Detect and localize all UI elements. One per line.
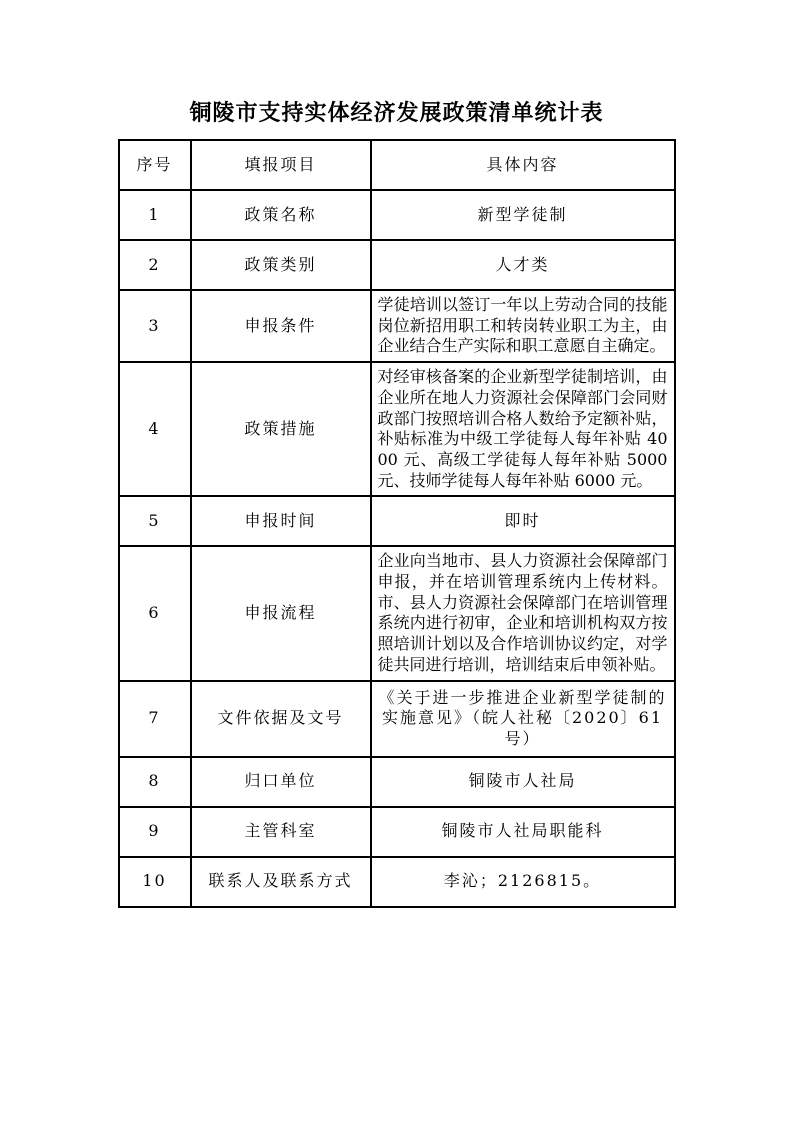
item-name-cell: 主管科室 — [191, 807, 371, 857]
policy-table-body — [119, 190, 675, 907]
header-cell-item: 填报项目 — [191, 140, 371, 190]
table-row — [119, 857, 675, 907]
content-cell: 对经审核备案的企业新型学徒制培训，由企业所在地人力资源社会保障部门会同财政部门按照培训合格人数给予定额补贴，补贴标准为中级工学徒每人每年补贴 4000 元、高级工学徒每人每年补贴 5000 元、技师学徒每人每年补贴 6000 元。 — [371, 362, 675, 496]
row-number-cell: 10 — [119, 857, 191, 907]
row-number-cell: 8 — [119, 757, 191, 807]
item-name-cell: 政策措施 — [191, 362, 371, 496]
content-cell: 学徒培训以签订一年以上劳动合同的技能岗位新招用职工和转岗转业职工为主，由企业结合生产实际和职工意愿自主确定。 — [371, 290, 675, 362]
content-cell: 李沁；2126815。 — [371, 857, 675, 907]
item-name-cell: 归口单位 — [191, 757, 371, 807]
row-number-cell: 1 — [119, 190, 191, 240]
content-cell: 《关于进一步推进企业新型学徒制的实施意见》（皖人社秘〔2020〕61 号） — [371, 681, 675, 757]
header-cell-content: 具体内容 — [371, 140, 675, 190]
row-number-cell: 5 — [119, 496, 191, 546]
table-row — [119, 240, 675, 290]
content-cell: 即时 — [371, 496, 675, 546]
table-row — [119, 362, 675, 496]
row-number-cell: 3 — [119, 290, 191, 362]
item-name-cell: 联系人及联系方式 — [191, 857, 371, 907]
header-cell-number: 序号 — [119, 140, 191, 190]
header-row — [119, 140, 675, 190]
table-row — [119, 290, 675, 362]
row-number-cell: 2 — [119, 240, 191, 290]
content-cell: 企业向当地市、县人力资源社会保障部门申报，并在培训管理系统内上传材料。市、县人力资源社会保障部门在培训管理系统内进行初审，企业和培训机构双方按照培训计划以及合作培训协议约定，对学徒共同进行培训，培训结束后申领补贴。 — [371, 546, 675, 680]
table-row — [119, 496, 675, 546]
item-name-cell: 申报流程 — [191, 546, 371, 680]
content-cell: 人才类 — [371, 240, 675, 290]
content-cell: 铜陵市人社局职能科 — [371, 807, 675, 857]
item-name-cell: 文件依据及文号 — [191, 681, 371, 757]
table-row — [119, 807, 675, 857]
table-row — [119, 757, 675, 807]
item-name-cell: 政策名称 — [191, 190, 371, 240]
item-name-cell: 政策类别 — [191, 240, 371, 290]
policy-table — [118, 139, 676, 908]
table-header — [119, 140, 675, 190]
row-number-cell: 6 — [119, 546, 191, 680]
row-number-cell: 7 — [119, 681, 191, 757]
table-row — [119, 546, 675, 680]
content-cell: 铜陵市人社局 — [371, 757, 675, 807]
row-number-cell: 4 — [119, 362, 191, 496]
table-row — [119, 681, 675, 757]
item-name-cell: 申报时间 — [191, 496, 371, 546]
item-name-cell: 申报条件 — [191, 290, 371, 362]
page-title: 铜陵市支持实体经济发展政策清单统计表 — [189, 100, 604, 126]
content-cell: 新型学徒制 — [371, 190, 675, 240]
row-number-cell: 9 — [119, 807, 191, 857]
table-row — [119, 190, 675, 240]
